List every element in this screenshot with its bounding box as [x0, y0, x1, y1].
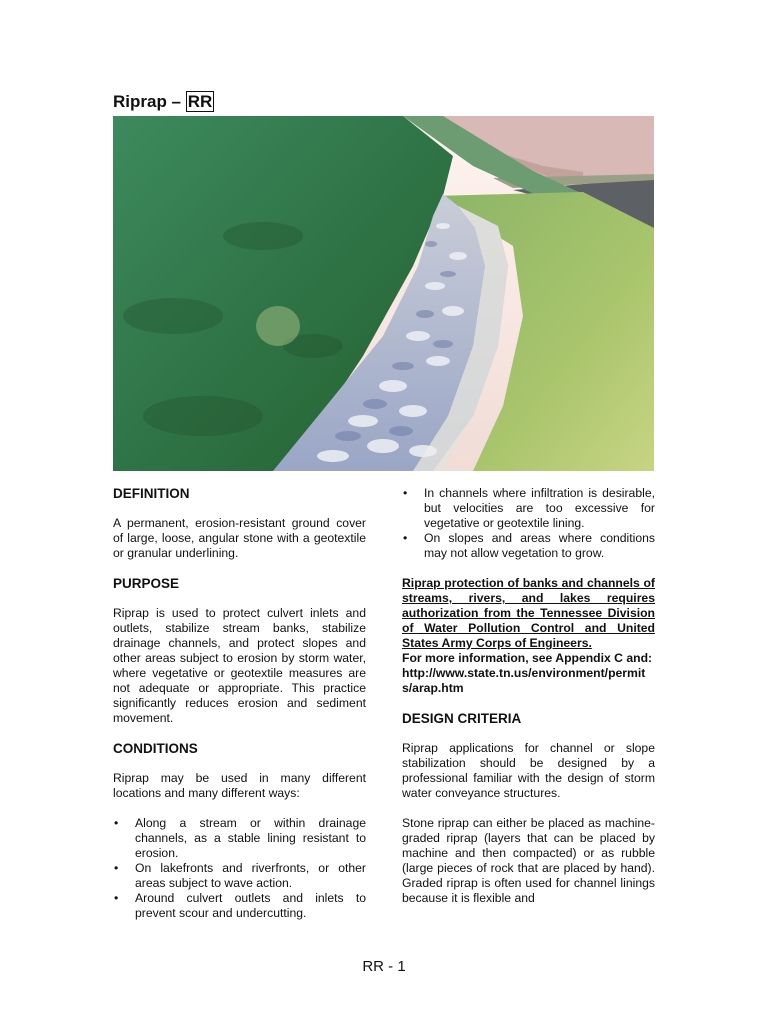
conditions-list — [113, 816, 366, 921]
page-number: RR - 1 — [362, 958, 406, 975]
design-criteria-paragraph: Stone riprap can either be placed as machine-graded riprap (layers that can be placed by machine and then compacted) or as rubble (large pieces of rock that are placed by hand). Graded riprap is often used for channel linings because it is flexible and — [402, 816, 655, 905]
conditions-bullet: • In channels where infiltration is desirable, but velocities are too excessive for vegetative or geotextile lining. — [402, 486, 655, 531]
authorization-notice — [402, 576, 655, 696]
design-criteria-heading: DESIGN CRITERIA — [402, 711, 522, 726]
authorization-text: Riprap protection of banks and channels of streams, rivers, and lakes requires authorization from the Tennessee Division of Water Pollution Control and United States Army Corps of Engineers. — [402, 576, 655, 650]
purpose-text: Riprap is used to protect culvert inlets and outlets, stabilize stream banks, stabilize drainage channels, and protect slopes and other areas subject to erosion by storm water, where vegetative or geotextile measures are not adequate or appropriate. This practice significantly reduces erosion and sediment movement. — [113, 606, 366, 725]
more-info-text: For more information, see Appendix C and: — [402, 651, 653, 665]
definition-text: A permanent, erosion-resistant ground cover of large, loose, angular stone with a geotextile or granular underlining. — [113, 516, 366, 560]
section-code: RR — [187, 92, 213, 111]
definition-heading: DEFINITION — [113, 486, 190, 501]
conditions-bullet: • Around culvert outlets and inlets to prevent scour and undercutting. — [113, 891, 366, 921]
title-text: Riprap – — [113, 92, 182, 111]
design-criteria-paragraph: Riprap applications for channel or slope stabilization should be designed by a professional familiar with the design of storm water conveyance structures. — [402, 741, 655, 800]
page-title — [113, 92, 214, 112]
riprap-photo — [113, 116, 654, 471]
left-column — [113, 486, 366, 936]
right-column — [402, 486, 655, 921]
conditions-bullet: • Along a stream or within drainage channels, as a stable lining resistant to erosion. — [113, 816, 366, 861]
conditions-intro: Riprap may be used in many different locations and many different ways: — [113, 771, 366, 800]
conditions-bullet: • On slopes and areas where conditions may not allow vegetation to grow. — [402, 531, 655, 561]
purpose-heading: PURPOSE — [113, 576, 180, 591]
conditions-bullet: • On lakefronts and riverfronts, or other areas subject to wave action. — [113, 861, 366, 891]
permit-url-link[interactable]: http://www.state.tn.us/environment/permits/arap.htm — [402, 666, 646, 695]
conditions-list-continued — [402, 486, 655, 561]
conditions-heading: CONDITIONS — [113, 741, 198, 756]
